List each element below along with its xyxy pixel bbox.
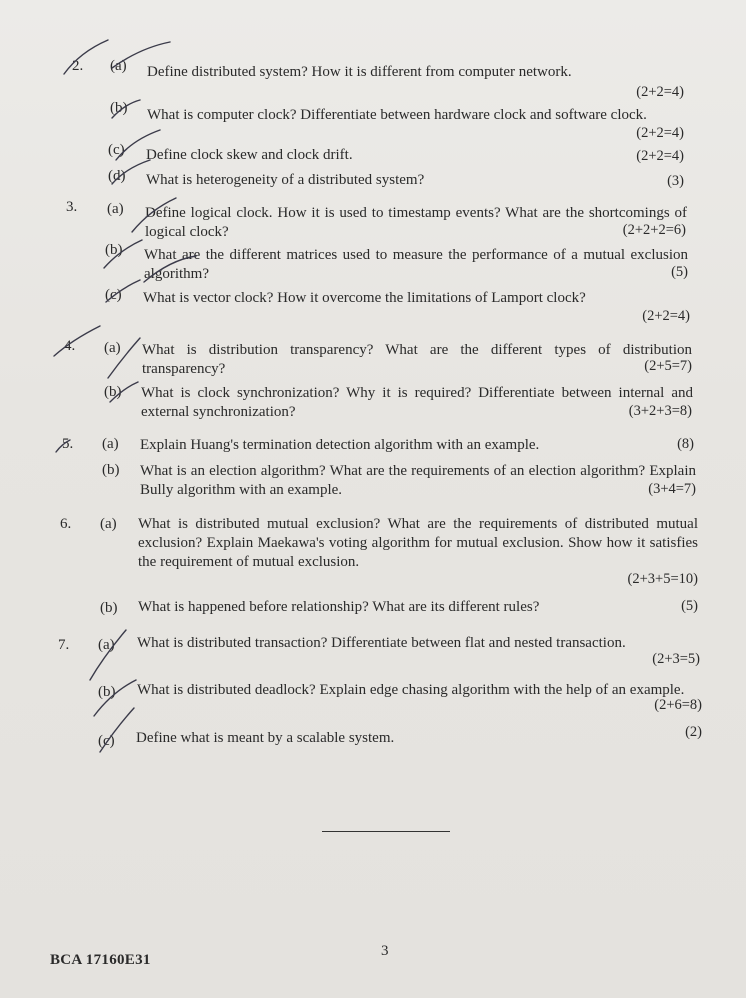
sub-label: (b)	[102, 462, 120, 478]
question-number: 6.	[60, 516, 72, 532]
sub-label: (b)	[104, 384, 122, 400]
sub-label: (a)	[100, 516, 117, 532]
sub-marks: (2+2=4)	[636, 148, 684, 164]
question-number: 2.	[72, 58, 84, 74]
sub-text: What is an election algorithm? What are the requirements of an election algorithm? Explain Bully algorithm with an example.	[140, 463, 696, 498]
sub-text: What is vector clock? How it overcome the limitations of Lamport clock?	[143, 290, 586, 306]
tick-mark	[54, 326, 100, 356]
question-number: 4.	[64, 338, 76, 354]
sub-marks: (3+2+3=8)	[628, 403, 692, 419]
sub-label: (d)	[108, 168, 126, 184]
sub-text: Define what is meant by a scalable system.	[136, 730, 395, 746]
page-number: 3	[381, 943, 389, 959]
paper-code: BCA 17160E31	[50, 952, 151, 968]
sub-text: What are the different matrices used to measure the performance of a mutual exclusion algorithm?	[144, 247, 688, 282]
sub-marks: (3+4=7)	[648, 481, 696, 497]
sub-marks: (8)	[677, 436, 694, 452]
sub-marks: (2)	[685, 724, 702, 740]
sub-label: (b)	[110, 100, 128, 116]
sub-text: What is distribution transparency? What are the different types of distribution transparency?	[142, 342, 692, 377]
sub-text: Explain Huang's termination detection algorithm with an example.	[140, 437, 540, 453]
sub-text: What is distributed mutual exclusion? What are the requirements of distributed mutual exclusion? Explain Maekawa's voting algorithm for mutual exclusion. Show how it satisfies the requirement of mutual exclusion.	[138, 516, 698, 570]
question-number: 3.	[66, 199, 78, 215]
sub-text: What is clock synchronization? Why it is required? Differentiate between internal and external synchronization?	[141, 385, 693, 420]
sub-label: (a)	[102, 436, 119, 452]
sub-marks: (2+2+2=6)	[622, 222, 686, 238]
sub-marks: (2+2=4)	[636, 125, 684, 141]
sub-text: What is computer clock? Differentiate between hardware clock and software clock.	[147, 107, 647, 123]
sub-marks: (2+6=8)	[654, 697, 702, 713]
sub-text: Define clock skew and clock drift.	[146, 147, 353, 163]
sub-label: (b)	[98, 684, 116, 700]
sub-text: Define logical clock. How it is used to timestamp events? What are the shortcomings of logical clock?	[145, 205, 687, 240]
sub-marks: (2+2=4)	[642, 308, 690, 324]
sub-marks: (2+2=4)	[636, 84, 684, 100]
sub-text: What is happened before relationship? What are its different rules?	[138, 599, 540, 615]
question-number: 5.	[62, 436, 74, 452]
tick-mark	[64, 40, 108, 74]
sub-label: (c)	[108, 142, 125, 158]
sub-text: What is distributed deadlock? Explain edge chasing algorithm with the help of an example.	[137, 682, 685, 698]
sub-label: (b)	[105, 242, 123, 258]
sub-label: (a)	[104, 340, 121, 356]
sub-marks: (2+3+5=10)	[627, 571, 698, 587]
sub-label: (a)	[98, 637, 115, 653]
sub-text: What is heterogeneity of a distributed system?	[146, 172, 425, 188]
sub-marks: (5)	[671, 264, 688, 280]
sub-marks: (5)	[681, 598, 698, 614]
end-rule	[322, 831, 450, 832]
sub-text: What is distributed transaction? Differentiate between flat and nested transaction.	[137, 635, 626, 651]
sub-label: (a)	[107, 201, 124, 217]
sub-marks: (2+5=7)	[644, 358, 692, 374]
sub-label: (c)	[105, 287, 122, 303]
sub-label: (a)	[110, 58, 127, 74]
sub-text: Define distributed system? How it is different from computer network.	[147, 64, 572, 80]
question-number: 7.	[58, 637, 70, 653]
sub-marks: (2+3=5)	[652, 651, 700, 667]
sub-label: (b)	[100, 600, 118, 616]
sub-label: (c)	[98, 733, 115, 749]
sub-marks: (3)	[667, 173, 684, 189]
